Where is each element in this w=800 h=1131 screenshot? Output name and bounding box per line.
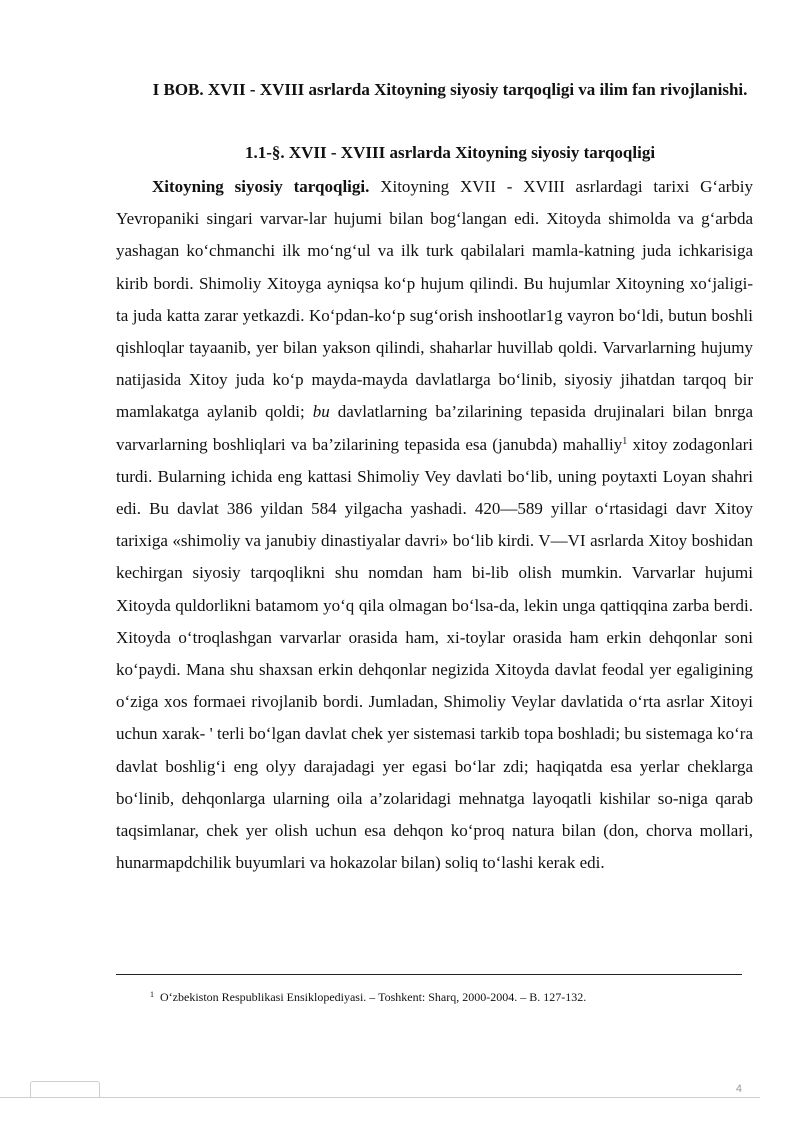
footnote-text: O‘zbekiston Respublikasi Ensiklopediyasi. – Toshkent: Sharq, 2000-2004. – B. 127-132.	[160, 990, 587, 1004]
footnote-separator	[116, 974, 742, 975]
footnote	[150, 989, 750, 1005]
page-footer-line	[0, 1097, 760, 1098]
chapter-title: I BOB. XVII - XVIII asrlarda Xitoyning siyosiy tarqoqligi va ilim fan rivojlanishi.	[152, 80, 748, 99]
body-paragraph	[116, 171, 753, 879]
paragraph-italic-word: bu	[312, 402, 330, 422]
paragraph-text-part1: Xitoyning XVII - XVIII asrlardagi tarixi G‘arbiy Yevropaniki singari varvar-lar hujumi bilan bog‘langan edi. Xitoyda shimolda va g‘arbda yashagan ko‘chmanchi ilk mo‘ng‘ul va ilk turk qabilalari mamla-katning juda ichkarisiga kirib bordi. Shimoliy Xitoyga ayniqsa ko‘p hujum qilindi. Bu hujumlar Xitoyning xo‘jaligi- ta juda katta zarar yetkazdi. Ko‘pdan-ko‘p sug‘orish inshootlar1g vayron bo‘ldi, butun boshli qishloqlar tayaanib, yer bilan yakson qilindi, shaharlar huvillab qoldi. Varvarlarning hujumy natijasida Xitoy juda ko‘p mayda-mayda davlatlarga bo‘linib, siyosiy jihatdan tarqoq bir mamlakatga aylanib qoldi;	[116, 177, 753, 422]
footnote-number: 1	[150, 990, 154, 999]
page-number: 4	[735, 1083, 742, 1095]
footnote-reference[interactable]: 1	[622, 435, 628, 447]
paragraph-lead: Xitoyning siyosiy tarqoqligi.	[152, 177, 370, 196]
paragraph-text-part3: xitoy zodagonlari turdi. Bularning ichida eng kattasi Shimoliy Vey davlati bo‘lib, uning poytaxti Loyan shahri edi. Bu davlat 386 yildan 584 yilgacha yashadi. 420—589 yillar o‘rtasidagi davr Xitoy tarixiga «shimoliy va janubiy dinastiyalar davri» bo‘lib kirdi. V—VI asrlarda Xitoy boshidan kechirgan siyosiy tarqoqlikni shu nomdan ham bi-lib olish mumkin. Varvarlar hujumi Xitoyda quldorlikni batamom yo‘q qila olmagan bo‘lsa-da, lekin unga qattiqqina zarba berdi. Xitoyda o‘troqlashgan varvarlar orasida ham, xi-toylar orasida ham erkin dehqonlar soni ko‘paydi. Mana shu shaxsan erkin dehqonlar negizida Xitoyda davlat feodal yer egaligining o‘ziga xos formaei rivojlanib bordi. Jumladan, Shimoliy Veylar davlatida o‘rta asrlar Xitoyi uchun xarak- ' terli bo‘lgan davlat chek yer sistemasi tarkib topa boshladi; bu sistemaga ko‘ra davlat boshlig‘i eng olyy darajadagi yer egasi bo‘lar zdi; haqiqatda esa yerlar cheklarga bo‘linib, dehqonlarga ularning oila a’zolaridagi mehnatga layoqatli kishilar so-niga qarab taqsimlanar, chek yer olish uchun esa dehqon ko‘proq natura bilan (don, chorva mollari, hunarmapdchilik buyumlari va hokazolar bilan) soliq to‘lashi kerak edi.	[116, 434, 754, 873]
section-title: 1.1-§. XVII - XVIII asrlarda Xitoyning siyosiy tarqoqligi	[244, 143, 656, 162]
paragraph-text-part2: davlatlarning ba’zilarining tepasida drujinalari bilan bnrga varvarlarning boshliqlari va ba’zilarining tepasida esa (janubda) mahalliy	[116, 402, 754, 454]
footer-tab	[30, 1081, 100, 1098]
